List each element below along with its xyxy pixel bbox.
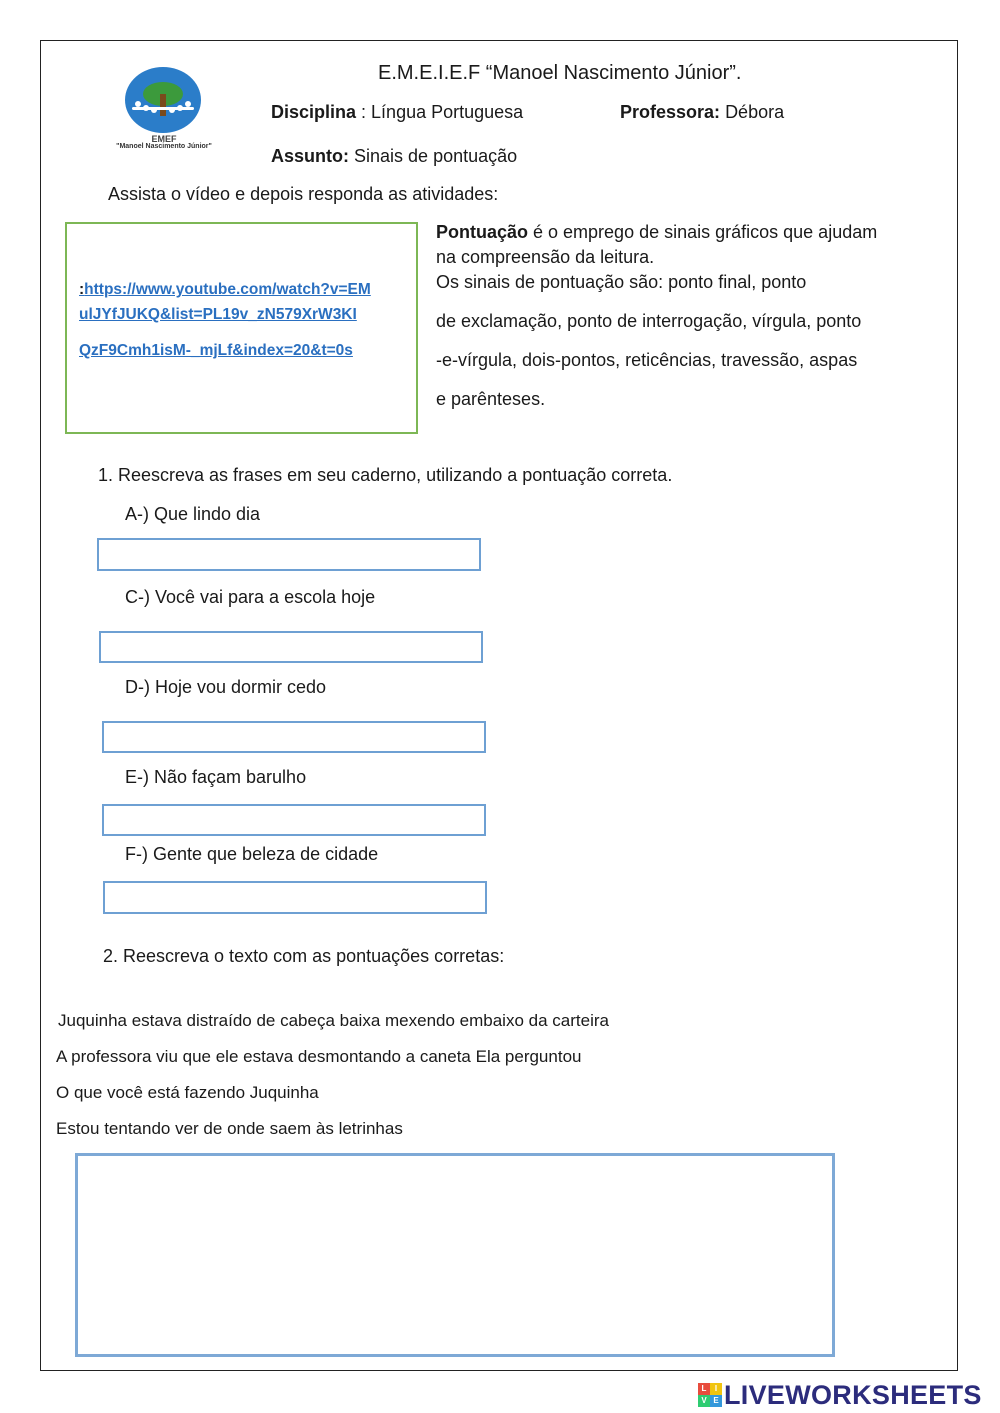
discipline-line xyxy=(271,102,523,123)
definition-line-6: e parênteses. xyxy=(436,389,546,409)
subject-line xyxy=(271,146,517,167)
discipline-label: Disciplina xyxy=(271,102,357,122)
question-1-title: 1. Reescreva as frases em seu caderno, utilizando a pontuação correta. xyxy=(98,465,673,485)
question-1-item-d: D-) Hoje vou dormir cedo xyxy=(125,677,327,697)
video-link-line-3[interactable]: QzF9Cmh1isM-_mjLf&index=20&t=0s xyxy=(79,342,353,359)
question-1-item-c: C-) Você vai para a escola hoje xyxy=(125,587,376,607)
text-line-1: Juquinha estava distraído de cabeça baixa mexendo embaixo da carteira xyxy=(58,1011,609,1030)
answer-box-c[interactable] xyxy=(99,631,483,663)
answer-box-e[interactable] xyxy=(102,804,486,836)
logo-caption: EMEF "Manoel Nascimento Júnior" xyxy=(116,134,212,150)
question-1-item-f: F-) Gente que beleza de cidade xyxy=(125,844,379,864)
text-line-4: Estou tentando ver de onde saem às letrinhas xyxy=(56,1119,403,1138)
answer-box-a[interactable] xyxy=(97,538,481,571)
teacher-label: Professora: xyxy=(620,102,721,122)
discipline-value: : Língua Portuguesa xyxy=(361,102,524,122)
definition-line-1: Pontuação é o emprego de sinais gráficos que ajudam xyxy=(436,222,878,242)
question-1-item-e: E-) Não façam barulho xyxy=(125,767,307,787)
text-line-3: O que você está fazendo Juquinha xyxy=(56,1083,319,1102)
school-name: E.M.E.I.E.F “Manoel Nascimento Júnior”. xyxy=(378,62,742,84)
liveworksheets-icon: L I V E xyxy=(698,1383,722,1407)
answer-box-f[interactable] xyxy=(103,881,487,914)
definition-term: Pontuação xyxy=(436,222,529,242)
liveworksheets-brand xyxy=(698,1380,982,1410)
answer-textarea-box[interactable] xyxy=(75,1153,835,1357)
teacher-line xyxy=(620,102,784,123)
video-link-box xyxy=(65,222,418,434)
definition-line-4: de exclamação, ponto de interrogação, vírgula, ponto xyxy=(436,311,862,331)
text-line-2: A professora viu que ele estava desmontando a caneta Ela perguntou xyxy=(56,1047,582,1066)
subject-label: Assunto: xyxy=(271,146,349,166)
answer-box-d[interactable] xyxy=(102,721,486,753)
question-1-item-a: A-) Que lindo dia xyxy=(125,504,261,524)
video-link-line-1[interactable]: :https://www.youtube.com/watch?v=EM xyxy=(79,281,371,298)
definition-line-5: -e-vírgula, dois-pontos, reticências, travessão, aspas xyxy=(436,350,858,370)
subject-value: Sinais de pontuação xyxy=(354,146,518,166)
definition-line-2: na compreensão da leitura. xyxy=(436,247,655,267)
definition-line-3: Os sinais de pontuação são: ponto final, ponto xyxy=(436,272,807,292)
video-link-line-2[interactable]: ulJYfJUKQ&list=PL19v_zN579XrW3KI xyxy=(79,306,357,323)
teacher-value: Débora xyxy=(725,102,785,122)
question-2-title: 2. Reescreva o texto com as pontuações corretas: xyxy=(103,946,505,966)
brand-name: LIVEWORKSHEETS xyxy=(724,1379,982,1410)
instruction-text: Assista o vídeo e depois responda as atividades: xyxy=(108,184,499,204)
